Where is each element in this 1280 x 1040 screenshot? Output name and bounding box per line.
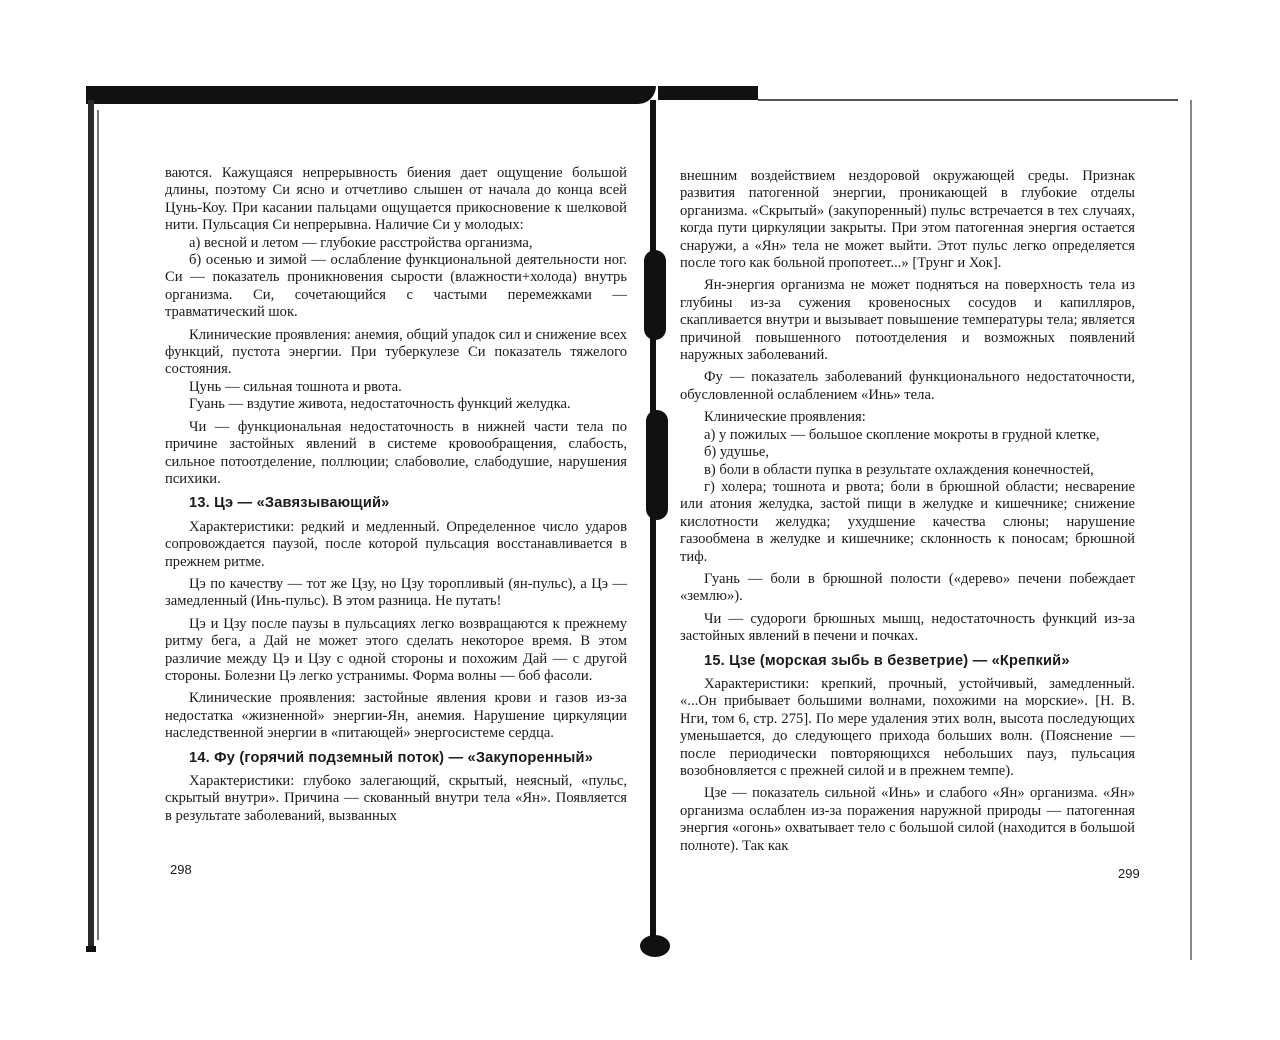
paragraph: Цэ и Цзу после паузы в пульсациях легко возвращаются к прежнему ритму бега, а Дай не может этого сделать некоторое время. В этом различие между Цэ и Цзу с одной стороны и похожим Дай — с другой стороны. Болезни Цэ легко устранимы. Форма волны — боб фасоли. <box>165 615 627 684</box>
section-heading: 14. Фу (горячий подземный поток) — «Закупоренный» <box>189 749 594 766</box>
paragraph: Чи — судороги брюшных мышц, недостаточность функций из-за застойных явлений в печени и почках. <box>680 610 1135 645</box>
scan-shadow-top-right <box>658 86 758 100</box>
paragraph: Клинические проявления: анемия, общий упадок сил и снижение всех функций, пустота энергии. При туберкулезе Си показатель тяжелого состояния. <box>165 326 627 378</box>
paragraph: б) удушье, <box>704 444 770 461</box>
paragraph: Цэ по качеству — тот же Цзу, но Цзу торопливый (ян-пульс), а Цэ — замедленный (Инь-пульс). В этом разница. Не путать! <box>165 575 627 610</box>
scan-mark <box>86 946 96 952</box>
paragraph: Гуань — боли в брюшной полости («дерево» печени побеждает «землю»). <box>680 570 1135 605</box>
paragraph: ваются. Кажущаяся непрерывность биения дает ощущение большой длины, поэтому Си ясно и отчетливо слышен от начала до конца всей Цунь-Коу. При касании пальцами ощущается прикосновение к шелковой нити. Пульсация Си непрерывна. Наличие Си у молодых: <box>165 165 627 234</box>
paragraph: Клинические проявления: <box>704 409 866 426</box>
section-heading: 13. Цэ — «Завязывающий» <box>189 495 390 512</box>
right-page <box>680 168 1135 855</box>
paragraph: Цунь — сильная тошнота и рвота. <box>189 378 402 395</box>
page-number: 299 <box>1118 866 1140 881</box>
paragraph: Характеристики: крепкий, прочный, устойчивый, замедленный. «...Он прибывает большими волнами, похожими на морские». [Н. В. Нги, том 6, стр. 275]. По мере удаления этих волн, высота последующих уменьшается, до следующего прихода больших волн. (Пояснение — после периодически повторяющихся небольших пауз, пульсация возобновляется с прежней силой и в прежнем темпе). <box>680 675 1135 779</box>
ink-blot <box>640 935 670 957</box>
paragraph: а) у пожилых — большое скопление мокроты в грудной клетке, <box>704 426 1100 443</box>
paragraph: Ян-энергия организма не может подняться на поверхность тела из глубины из-за сужения кровеносных сосудов и капилляров, скапливается внутри и вызывает повышение температуры тела; является причиной повышенного потоотделения и возможных появлений наружных заболеваний. <box>680 277 1135 364</box>
paragraph: г) холера; тошнота и рвота; боли в брюшной области; несварение или атония желудка, застой пищи в желудке и кишечнике; снижение кислотности желудка; ухудшение качества слюны; нарушение газообмена в желудке и кишечнике; склонность к поносам; брюшной тиф. <box>680 478 1135 565</box>
scan-edge-line <box>758 99 1178 101</box>
paragraph: Фу — показатель заболеваний функционального недостаточности, обусловленной ослаблением «Инь» тела. <box>680 369 1135 403</box>
paragraph: а) весной и летом — глубокие расстройства организма, <box>189 234 533 251</box>
paragraph: Характеристики: редкий и медленный. Определенное число ударов сопровождается паузой, после которой пульсация восстанавливается в прежнем ритме. <box>165 518 627 570</box>
paragraph: Чи — функциональная недостаточность в нижней части тела по причине застойных явлений в системе кровообращения, слабость, сильное потоотделение, поллюции; слабоволие, слабодушие, нарушения психики. <box>165 418 627 487</box>
paragraph: Цзе — показатель сильной «Инь» и слабого «Ян» организма. «Ян» организма ослаблен из-за поражения наружной природы — патогенная энергия «огонь» охватывает тело с большой силой (находится в большой полноте). Так как <box>680 785 1135 854</box>
book-spine <box>650 100 656 955</box>
scan-edge-left <box>88 100 94 950</box>
scan-edge-right <box>1190 100 1192 960</box>
section-heading: 15. Цзе (морская зыбь в безветрие) — «Крепкий» <box>704 652 1070 669</box>
ink-blot <box>644 250 666 340</box>
page-number: 298 <box>170 862 192 877</box>
paragraph: Характеристики: глубоко залегающий, скрытый, неясный, «пульс, скрытый внутри». Причина — скованный внутри тела «Ян». Появляется в результате заболеваний, вызванных <box>165 773 627 824</box>
ink-blot <box>646 410 668 520</box>
scan-shadow-top-left <box>86 86 656 104</box>
paragraph: Гуань — вздутие живота, недостаточность функций желудка. <box>189 396 571 413</box>
paragraph: б) осенью и зимой — ослабление функциональной деятельности ног. Си — показатель проникновения сырости (влажности+холода) внутрь организма. Си, сочетающийся с частыми перемежками — травматический шок. <box>165 252 627 321</box>
paragraph: Клинические проявления: застойные явления крови и газов из-за недостатка «жизненной» энергии-Ян, анемия. Нарушение циркуляции наследственной энергии в «питающей» энергосистеме сердца. <box>165 690 627 742</box>
left-page <box>165 165 627 825</box>
paragraph: внешним воздействием нездоровой окружающей среды. Признак развития патогенной энергии, проникающей в глубокие отделы организма. «Скрытый» (закупоренный) пульс встречается в тех случаях, когда пути циркуляции закрыты. При этом патогенная энергия остается снаружи, а «Ян» тела не может выйти. Этот пульс легко определяется после того как больной пропотеет...» [Трунг и Хок]. <box>680 168 1135 272</box>
paragraph: в) боли в области пупка в результате охлаждения конечностей, <box>704 461 1094 478</box>
scan-edge-left-inner <box>97 110 99 940</box>
